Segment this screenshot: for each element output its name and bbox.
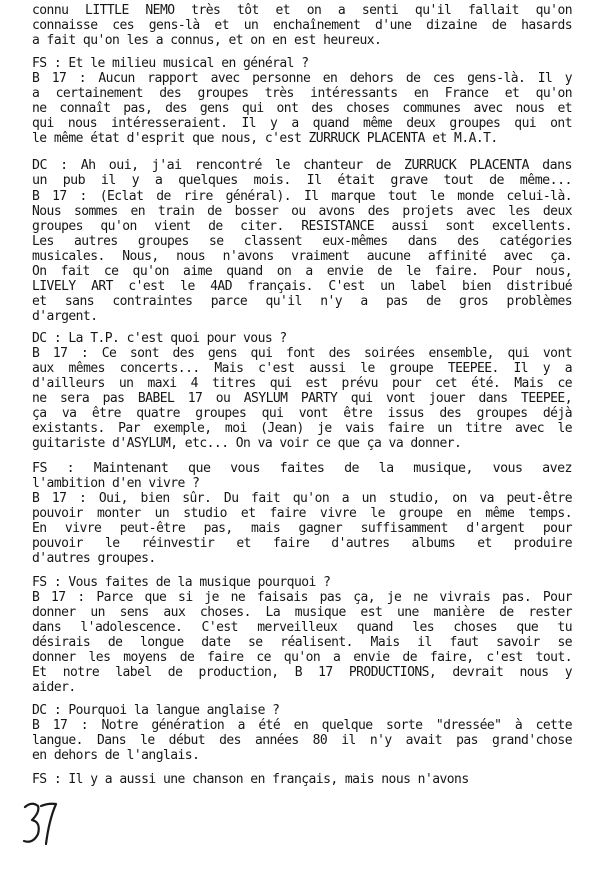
- text-line: désirais de longue date se réalisent. Mais il faut savoir se: [32, 635, 572, 650]
- text-line: B 17 : Parce que si je ne faisais pas ça, je ne vivrais pas. Pour: [32, 590, 572, 605]
- question-line: FS : Vous faites de la musique pourquoi ?: [32, 575, 331, 590]
- text-line: B 17 : Ce sont des gens qui font des soirées ensemble, qui vont: [32, 346, 572, 361]
- text-line: En vivre peut-être pas, mais gagner suffisamment d'argent pour: [32, 521, 572, 536]
- text-line: groupes qu'on vient de citer. RESISTANCE aussi sont excellents.: [32, 219, 572, 234]
- text-line: d'ailleurs un maxi 4 titres qui est prévu pour cet été. Mais ce: [32, 376, 572, 391]
- text-line: un pub il y a quelques mois. Il était grave tout de même...: [32, 173, 572, 188]
- text-line: musicales. Nous, nous n'avons vraiment aucune affinité avec ça.: [32, 249, 572, 264]
- text-line: guitariste d'ASYLUM, etc... On va voir ce que ça va donner.: [32, 436, 462, 451]
- text-line: LIVELY ART c'est le 4AD français. C'est un label bien distribué: [32, 279, 572, 294]
- text-line: Nous sommes en train de bosser ou avons des projets avec les deux: [32, 204, 572, 219]
- text-line: langue. Dans le début des années 80 il n'y avait pas grand'chose: [32, 733, 572, 748]
- text-line: en dehors de l'anglais.: [32, 748, 200, 763]
- text-line: ça va être quatre groupes qui vont être issus des groupes déjà: [32, 406, 572, 421]
- text-line: a fait qu'on les a connus, et on en est heureux.: [32, 33, 382, 48]
- text-line: donner les moyens de faire ce qu'on a envie de faire, c'est tout.: [32, 650, 572, 665]
- text-line: pouvoir monter un studio et faire vivre le groupe en même temps.: [32, 506, 572, 521]
- page-number: [22, 800, 58, 848]
- question-line: FS : Il y a aussi une chanson en français, mais nous n'avons: [32, 772, 469, 787]
- question-line: DC : Ah oui, j'ai rencontré le chanteur de ZURRUCK PLACENTA dans: [32, 158, 572, 173]
- question-line: l'ambition d'en vivre ?: [32, 476, 200, 491]
- question-line: FS : Maintenant que vous faites de la musique, vous avez: [32, 461, 572, 476]
- text-line: connu LITTLE NEMO très tôt et on a senti qu'il fallait qu'on: [32, 3, 572, 18]
- text-line: aider.: [32, 680, 76, 695]
- question-line: DC : Pourquoi la langue anglaise ?: [32, 703, 280, 718]
- text-line: existants. Par exemple, moi (Jean) je vais faire un titre avec le: [32, 421, 572, 436]
- text-line: qui nous intéresseraient. Il y a quand même deux groupes qui ont: [32, 116, 572, 131]
- text-line: le même état d'esprit que nous, c'est ZURRUCK PLACENTA et M.A.T.: [32, 131, 498, 146]
- text-line: B 17 : Oui, bien sûr. Du fait qu'on a un studio, on va peut-être: [32, 491, 572, 506]
- text-line: Les autres groupes se classent eux-mêmes dans des catégories: [32, 234, 572, 249]
- question-line: FS : Et le milieu musical en général ?: [32, 56, 309, 71]
- text-line: pouvoir le réinvestir et faire d'autres albums et produire: [32, 536, 572, 551]
- text-line: aux mêmes concerts... Mais c'est aussi le groupe TEEPEE. Il y a: [32, 361, 572, 376]
- text-line: B 17 : (Eclat de rire général). Il marque tout le monde celui-là.: [32, 189, 572, 204]
- text-line: On fait ce qu'on aime quand on a envie de le faire. Pour nous,: [32, 264, 572, 279]
- question-line: DC : La T.P. c'est quoi pour vous ?: [32, 331, 287, 346]
- text-line: connaisse ces gens-là et un enchaînement d'une dizaine de hasards: [32, 18, 572, 33]
- text-line: ne sera pas BABEL 17 ou ASYLUM PARTY qui vont jouer dans TEEPEE,: [32, 391, 572, 406]
- text-line: Et notre label de production, B 17 PRODUCTIONS, devrait nous y: [32, 665, 572, 680]
- text-line: B 17 : Notre génération a été en quelque sorte "dressée" à cette: [32, 718, 572, 733]
- text-line: et sans contraintes parce qu'il n'y a pas de gros problèmes: [32, 294, 572, 309]
- text-line: ne connaît pas, des gens qui ont des choses communes avec nous et: [32, 101, 572, 116]
- text-line: donner un sens aux choses. La musique est une manière de rester: [32, 605, 572, 620]
- text-line: a certainement des groupes très intéressants en France et qu'on: [32, 86, 572, 101]
- text-line: B 17 : Aucun rapport avec personne en dehors de ces gens-là. Il y: [32, 71, 572, 86]
- text-line: dans l'adolescence. C'est merveilleux quand les choses que tu: [32, 620, 572, 635]
- text-line: d'argent.: [32, 309, 98, 324]
- text-line: d'autres groupes.: [32, 551, 156, 566]
